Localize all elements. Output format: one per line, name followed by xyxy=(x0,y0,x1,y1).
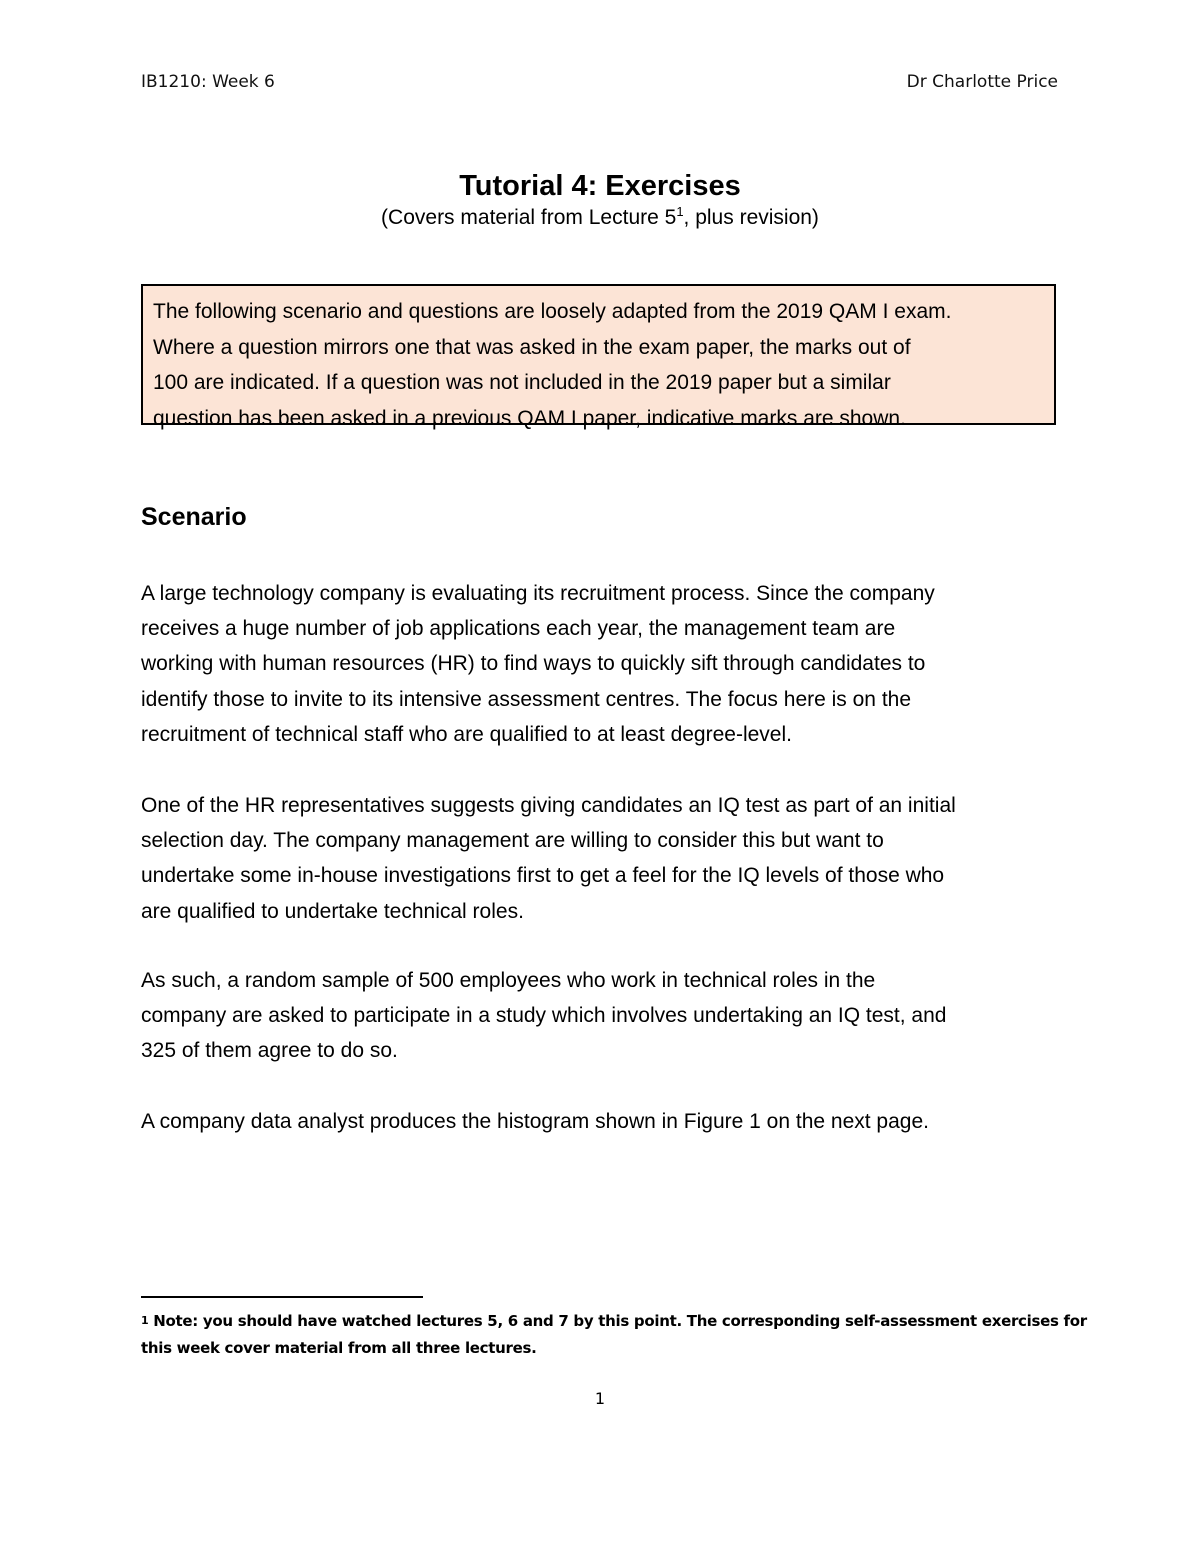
subtitle-text-after: , plus revision) xyxy=(683,206,819,229)
section-heading-scenario: Scenario xyxy=(141,503,247,531)
notice-box xyxy=(141,284,1056,430)
scenario-paragraph xyxy=(141,963,1071,1069)
paragraph-line: recruitment of technical staff who are qualified to at least degree-level. xyxy=(141,722,792,746)
scenario-paragraph xyxy=(141,1104,1071,1139)
subtitle-text-before: (Covers material from Lecture 5 xyxy=(381,206,677,229)
footnote-mark: 1 xyxy=(141,1314,149,1327)
paragraph-line: undertake some in-house investigations first to get a feel for the IQ levels of those who xyxy=(141,864,945,888)
paragraph-line: identify those to invite to its intensive assessment centres. The focus here is on the xyxy=(141,687,912,711)
footnote-text: Note: you should have watched lectures 5, 6 and 7 by this point. The corresponding self-assessment exercises for xyxy=(153,1312,1087,1330)
page-title: Tutorial 4: Exercises xyxy=(459,170,741,202)
notice-line: Where a question mirrors one that was asked in the exam paper, the marks out of xyxy=(153,335,911,359)
header-author: Dr Charlotte Price xyxy=(906,72,1058,92)
page-number: 1 xyxy=(594,1389,606,1408)
paragraph-line: receives a huge number of job applications each year, the management team are xyxy=(141,617,896,641)
notice-line: 100 are indicated. If a question was not included in the 2019 paper but a similar xyxy=(153,371,891,394)
page-subtitle xyxy=(0,206,1200,230)
footnote-reference: 1 xyxy=(676,204,684,219)
header-course: IB1210: Week 6 xyxy=(141,72,275,92)
notice-line: The following scenario and questions are loosely adapted from the 2019 QAM I exam. xyxy=(153,300,952,323)
scenario-paragraph xyxy=(141,576,1071,752)
scenario-paragraph xyxy=(141,788,1071,929)
paragraph-line: One of the HR representatives suggests giving candidates an IQ test as part of an initial xyxy=(141,794,956,817)
paragraph-line: selection day. The company management are willing to consider this but want to xyxy=(141,829,884,853)
paragraph-line: As such, a random sample of 500 employees who work in technical roles in the xyxy=(141,969,876,992)
paragraph-line: 325 of them agree to do so. xyxy=(141,1039,398,1063)
footnote xyxy=(141,1308,1087,1362)
paragraph-line: are qualified to undertake technical roles. xyxy=(141,899,524,923)
paragraph-line: A company data analyst produces the histogram shown in Figure 1 on the next page. xyxy=(141,1110,929,1133)
paragraph-line: company are asked to participate in a study which involves undertaking an IQ test, and xyxy=(141,1004,947,1028)
notice-line: question has been asked in a previous QAM I paper, indicative marks are shown. xyxy=(153,406,906,430)
paragraph-line: working with human resources (HR) to find ways to quickly sift through candidates to xyxy=(141,652,926,676)
paragraph-line: A large technology company is evaluating its recruitment process. Since the company xyxy=(141,582,935,605)
footnote-line: this week cover material from all three lectures. xyxy=(141,1339,537,1357)
footnote-line xyxy=(141,1308,1087,1335)
footnote-separator xyxy=(141,1296,423,1298)
